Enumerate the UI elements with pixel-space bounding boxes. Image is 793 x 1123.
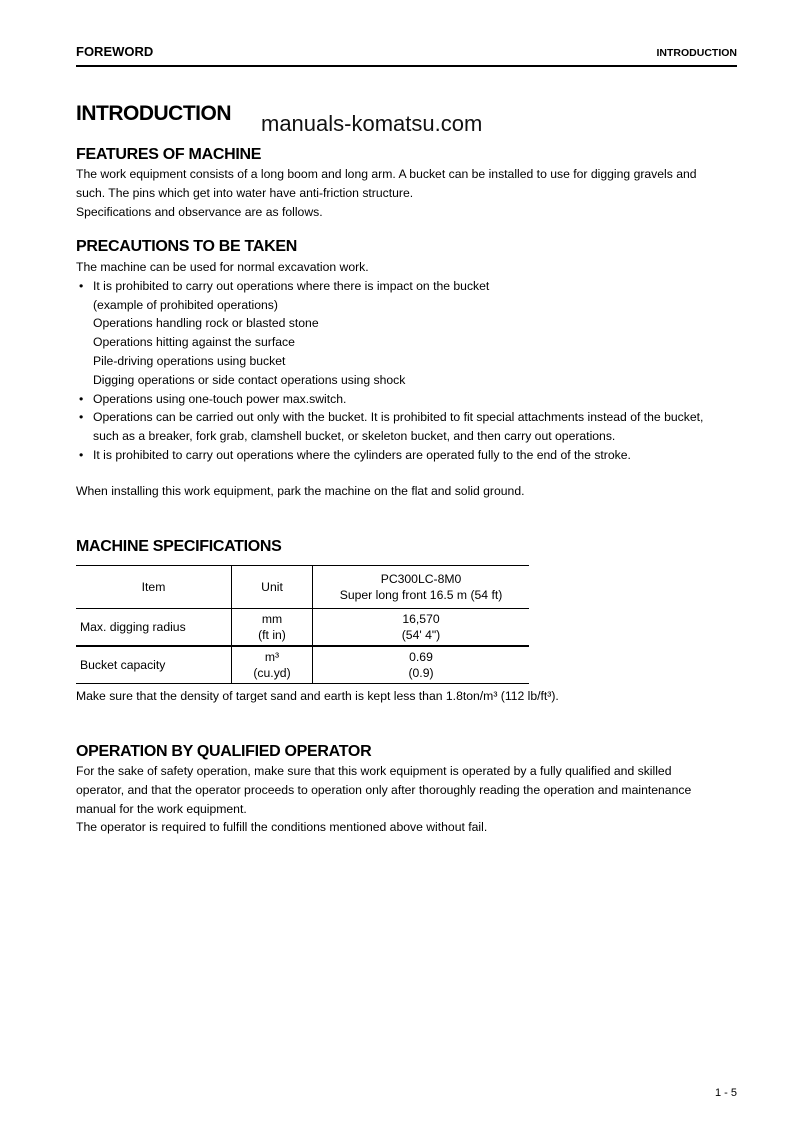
- bullet-icon: •: [79, 410, 84, 425]
- sub-item: Operations handling rock or blasted stone: [93, 316, 319, 331]
- precautions-body: [76, 258, 738, 465]
- specs-heading: MACHINE SPECIFICATIONS: [76, 538, 282, 555]
- precautions-heading: PRECAUTIONS TO BE TAKEN: [76, 238, 297, 255]
- sub-item: (example of prohibited operations): [93, 297, 278, 312]
- bullet-icon: •: [79, 391, 84, 406]
- bullet-item: • It is prohibited to carry out operations where there is impact on the bucket: [76, 277, 738, 296]
- page-title: INTRODUCTION: [76, 102, 231, 125]
- bullet-item: • Operations can be carried out only with the bucket. It is prohibited to fit special attachments instead of the bucket,: [76, 408, 738, 427]
- features-line: Specifications and observance are as follows.: [76, 204, 323, 219]
- header-section-label: FOREWORD: [76, 44, 154, 59]
- operator-line: operator, and that the operator proceeds to operation only after thoroughly reading the operation and maintenance: [76, 782, 692, 797]
- features-line: such. The pins which get into water have anti-friction structure.: [76, 185, 414, 200]
- table-header-row: [76, 566, 529, 609]
- sub-item: Digging operations or side contact operations using shock: [93, 372, 406, 387]
- sub-item: Pile-driving operations using bucket: [93, 353, 286, 368]
- row-value: 0.69 (0.9): [313, 646, 530, 684]
- features-line: The work equipment consists of a long boom and long arm. A bucket can be installed to use for digging gravels and: [76, 167, 697, 181]
- bullet-item: • It is prohibited to carry out operations where the cylinders are operated fully to the end of the stroke.: [76, 446, 738, 465]
- operator-body: [76, 762, 738, 837]
- col-unit: Unit: [232, 566, 313, 609]
- table-row: [76, 646, 529, 684]
- install-note: When installing this work equipment, park the machine on the flat and solid ground.: [76, 484, 525, 498]
- col-item: Item: [76, 566, 232, 609]
- features-body: [76, 165, 738, 221]
- row-value: 16,570 (54' 4"): [313, 609, 530, 647]
- specs-table: [76, 565, 529, 684]
- row-unit: m³ (cu.yd): [232, 646, 313, 684]
- header-chapter-label: INTRODUCTION: [656, 47, 737, 59]
- row-unit: mm (ft in): [232, 609, 313, 647]
- table-row: [76, 609, 529, 647]
- watermark-text: manuals-komatsu.com: [261, 111, 483, 136]
- sub-item: Operations hitting against the surface: [93, 335, 295, 350]
- features-heading: FEATURES OF MACHINE: [76, 146, 262, 163]
- header-divider: [76, 65, 737, 67]
- precautions-intro: The machine can be used for normal excavation work.: [76, 260, 369, 274]
- page-number: 1 - 5: [714, 1087, 737, 1099]
- density-note: Make sure that the density of target sand and earth is kept less than 1.8ton/m³ (112 lb/ft³).: [76, 689, 559, 703]
- operator-line: The operator is required to fulfill the conditions mentioned above without fail.: [76, 820, 488, 835]
- bullet-continuation: such as a breaker, fork grab, clamshell bucket, or skeleton bucket, and then carry out operations.: [93, 429, 616, 444]
- bullet-icon: •: [79, 278, 84, 293]
- operator-line: manual for the work equipment.: [76, 801, 247, 816]
- operator-heading: OPERATION BY QUALIFIED OPERATOR: [76, 743, 372, 760]
- row-item: Max. digging radius: [76, 609, 232, 647]
- bullet-icon: •: [79, 447, 84, 462]
- operator-line: For the sake of safety operation, make sure that this work equipment is operated by a fully qualified and skilled: [76, 764, 672, 778]
- col-model: PC300LC-8M0 Super long front 16.5 m (54 ft): [313, 566, 530, 609]
- bullet-item: • Operations using one-touch power max.switch.: [76, 390, 738, 409]
- row-item: Bucket capacity: [76, 646, 232, 684]
